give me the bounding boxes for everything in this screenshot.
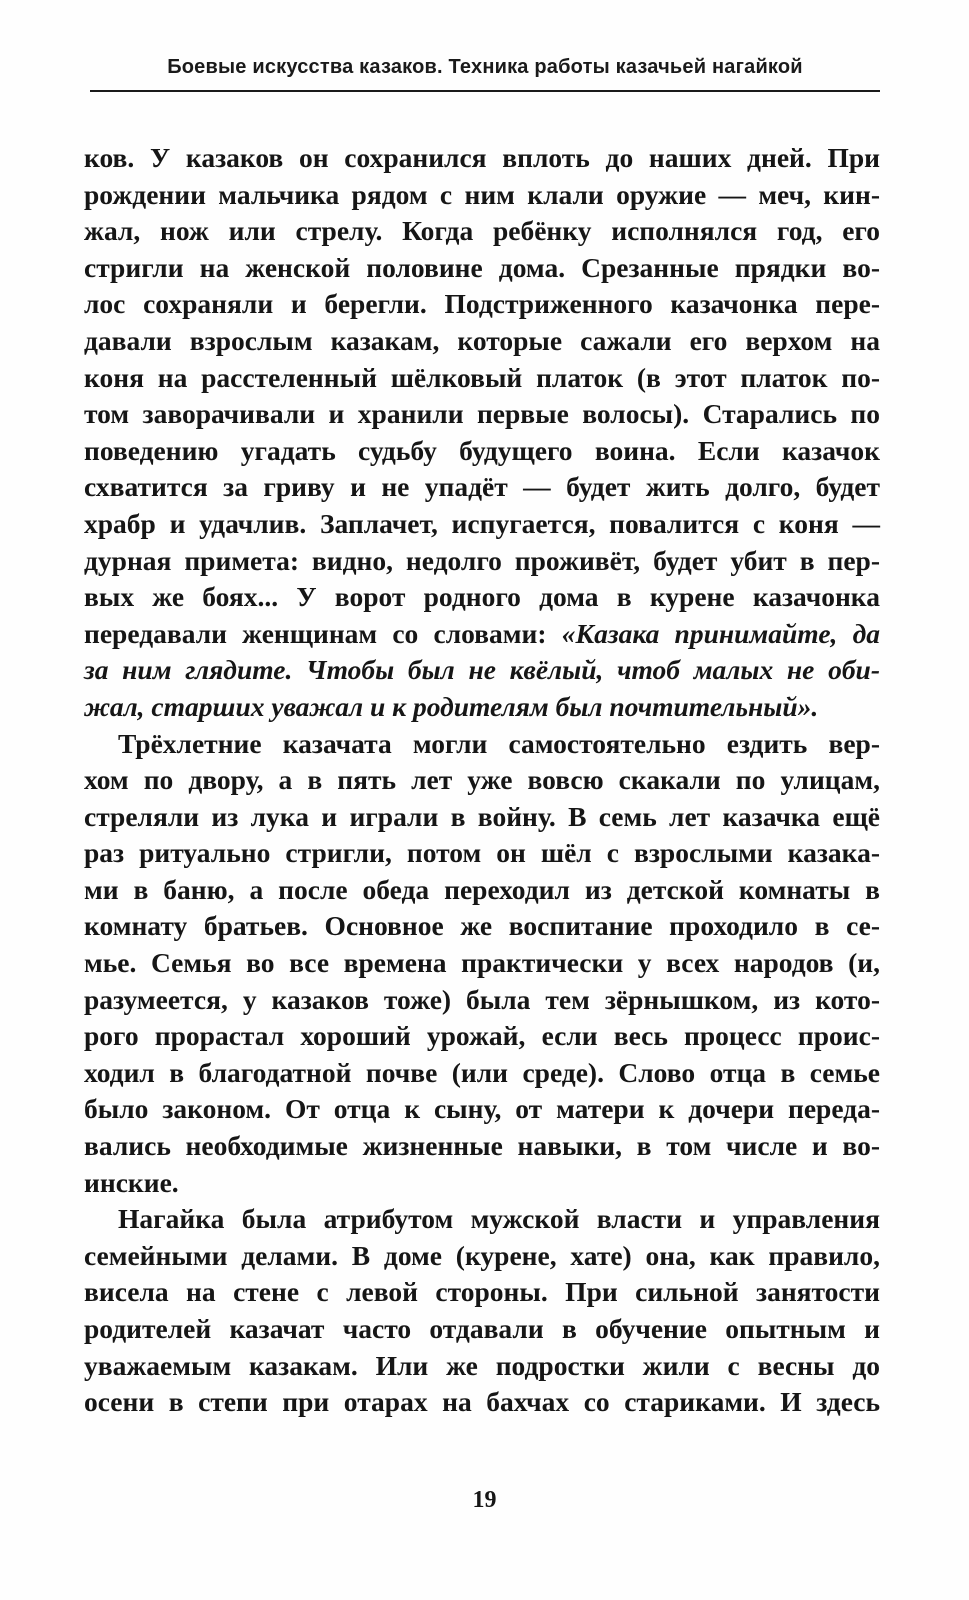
header-rule [90,90,880,92]
text-line: висела на стене с левой стороны. При сильной занятости [84,1276,880,1308]
text-line: комнату братьев. Основное же воспитание проходило в се- [84,910,880,942]
text-line: хом по двору, а в пять лет уже вовсю скакали по улицам, [84,764,880,796]
text-line: Нагайка была атрибутом мужской власти и управления [118,1203,880,1235]
text-line: давали взрослым казакам, которые сажали его верхом на [84,324,880,356]
text-line: разумеется, у казаков тоже) была тем зёрнышком, из кото- [84,983,880,1015]
text-line: уважаемым казакам. Или же подростки жили с весны до [84,1349,880,1381]
text-line: рождении мальчика рядом с ним клали оружие — меч, кин- [84,178,880,210]
quote-line: за ним глядите. Чтобы был не квёлый, чтоб малых не оби- [84,654,880,686]
text-line: ков. У казаков он сохранился вплоть до наших дней. При [84,142,880,173]
text-line: рого прорастал хороший урожай, если весь процесс проис- [84,1020,880,1052]
text-line: семейными делами. В доме (курене, хате) она, как правило, [84,1239,880,1271]
text-line: том заворачивали и хранили первые волосы). Старались по [84,398,880,430]
text-line: мье. Семья во все времена практически у всех народов (и, [84,947,880,979]
quote-segment: «Казака принимайте, да [561,617,880,649]
text-line: родителей казачат часто отдавали в обучение опытным и [84,1313,880,1344]
text-line: осени в степи при отарах на бахчах со стариками. И здесь [84,1386,880,1418]
text-line: стреляли из лука и играли в войну. В семь лет казачка ещё [84,800,880,832]
text-line: коня на расстеленный шёлковый платок (в этот платок по- [84,361,880,393]
text-line: стригли на женской половине дома. Срезанные прядки во- [84,251,880,283]
text-line: раз ритуально стригли, потом он шёл с взрослыми казака- [84,837,880,869]
text-line: ми в баню, а после обеда переходил из детской комнаты в [84,873,880,905]
text-line: лос сохраняли и берегли. Подстриженного казачонка пере- [84,288,880,320]
text-line-mixed [84,616,880,653]
text-line: вых же боях... У ворот родного дома в курене казачонка [84,581,880,613]
text-line: дурная примета: видно, недолго проживёт, будет убит в пер- [84,544,880,576]
text-line: вались необходимые жизненные навыки, в том числе и во- [84,1130,880,1162]
quote-line: жал, старших уважал и к родителям был почтительный». [84,690,819,722]
text-line: было законом. От отца к сыну, от матери к дочери переда- [84,1093,880,1125]
page-number: 19 [472,1487,497,1513]
text-line: Трёхлетние казачата могли самостоятельно ездить вер- [118,727,880,759]
text-line: поведению угадать судьбу будущего воина. Если казачок [84,434,880,466]
text-line: храбр и удачлив. Заплачет, испугается, повалится с коня — [84,507,880,539]
text-segment: передавали женщинам со словами: [84,617,562,649]
text-line: инские. [84,1166,179,1198]
running-head: Боевые искусства казаков. Техника работы казачьей нагайкой [167,56,803,78]
text-line: ходил в благодатной почве (или среде). Слово отца в семье [84,1056,880,1088]
text-line: жал, нож или стрелу. Когда ребёнку исполнялся год, его [84,215,880,247]
body-text [84,140,880,1421]
text-line: схватится за гриву и не упадёт — будет жить долго, будет [84,471,880,503]
